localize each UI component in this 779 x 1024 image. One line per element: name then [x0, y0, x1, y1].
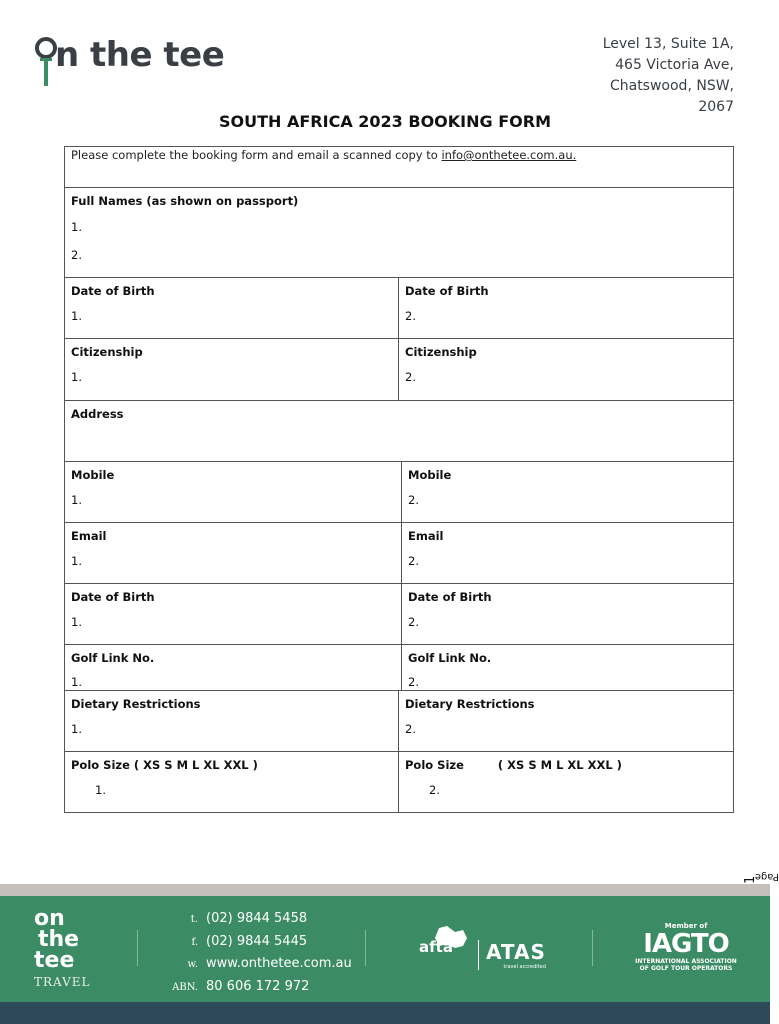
footer-divider	[365, 930, 366, 966]
mobile-label: Mobile	[71, 468, 115, 482]
email-link[interactable]: info@onthetee.com.au.	[441, 148, 577, 162]
page-label: Page	[754, 871, 779, 882]
contact-key: ABN.	[172, 981, 198, 993]
dob-label: Date of Birth	[71, 284, 155, 298]
footer-logo-sub: TRAVEL	[34, 975, 91, 989]
intro-row	[65, 147, 733, 187]
logo-text: n the tee	[55, 35, 225, 75]
address-row	[65, 400, 733, 461]
mobile-1-field[interactable]: 1.	[71, 493, 82, 507]
dob-1b-field[interactable]: 1.	[71, 615, 82, 629]
dob-2b-field[interactable]: 2.	[408, 615, 419, 629]
email-label: Email	[408, 529, 444, 543]
golf-tee-icon	[33, 30, 59, 90]
iagto-sub: INTERNATIONAL ASSOCIATION	[635, 958, 737, 965]
citizenship-label: Citizenship	[71, 345, 143, 359]
polo-size-row	[65, 751, 733, 812]
company-address	[603, 34, 734, 118]
polo-size-options: ( XS S M L XL XXL )	[497, 758, 622, 772]
iagto-sub: OF GOLF TOUR OPERATORS	[639, 965, 733, 972]
iagto-text: IAGTO	[643, 929, 729, 959]
footer-logo-line: the	[38, 927, 80, 952]
footer-divider	[592, 930, 593, 966]
dob-2-cell[interactable]	[399, 278, 733, 338]
afta-logo	[417, 924, 473, 970]
logo-divider	[478, 940, 479, 970]
dob-label: Date of Birth	[408, 590, 492, 604]
dob-label: Date of Birth	[405, 284, 489, 298]
golf-link-row	[65, 644, 733, 690]
dob-2-field[interactable]: 2.	[405, 309, 416, 323]
footer-contacts	[164, 908, 352, 998]
dietary-label: Dietary Restrictions	[405, 697, 535, 711]
contact-key: t.	[190, 914, 198, 925]
address-cell[interactable]	[65, 401, 733, 461]
polo-size-label: Polo Size ( XS S M L XL XXL )	[71, 758, 258, 772]
dietary-1-field[interactable]: 1.	[71, 722, 82, 736]
page-number	[741, 848, 779, 884]
intro-text	[65, 147, 733, 187]
golf-link-2-cell[interactable]	[402, 645, 733, 690]
dob-1-cell[interactable]	[65, 278, 399, 338]
dob-label: Date of Birth	[71, 590, 155, 604]
citizenship-2-cell[interactable]	[399, 339, 733, 400]
footer-divider-band	[0, 884, 770, 896]
intro-sentence: Please complete the booking form and email a scanned copy to	[71, 148, 442, 162]
golf-link-1-field[interactable]: 1.	[71, 675, 82, 689]
contact-phone[interactable]	[164, 908, 352, 931]
dob-2b-cell[interactable]	[402, 584, 733, 644]
name-2-field[interactable]: 2.	[71, 248, 82, 262]
email-1-cell[interactable]	[65, 523, 402, 583]
contact-value: 80 606 172 972	[206, 978, 310, 994]
iagto-member: Member of	[664, 922, 708, 930]
dietary-1-cell[interactable]	[65, 691, 399, 751]
golf-link-1-cell[interactable]	[65, 645, 402, 690]
polo-1-field[interactable]: 1.	[95, 783, 106, 797]
address-line: 2067	[698, 99, 734, 115]
email-1-field[interactable]: 1.	[71, 554, 82, 568]
email-2-field[interactable]: 2.	[408, 554, 419, 568]
citizenship-label: Citizenship	[405, 345, 477, 359]
address-line: 465 Victoria Ave,	[615, 57, 734, 73]
address-line: Level 13, Suite 1A,	[602, 36, 734, 52]
full-names-cell[interactable]	[65, 188, 733, 277]
footer-bottom-band	[0, 1002, 770, 1024]
iagto-logo	[634, 922, 738, 972]
mobile-1-cell[interactable]	[65, 462, 402, 522]
address-line: Chatswood, NSW,	[609, 78, 734, 94]
mobile-label: Mobile	[408, 468, 452, 482]
atas-sub: travel accredited	[503, 964, 546, 970]
afta-text: afta	[419, 938, 453, 956]
email-row	[65, 522, 733, 583]
contact-key: f.	[191, 936, 198, 948]
footer-logo-line: tee	[34, 948, 75, 973]
dob-1b-cell[interactable]	[65, 584, 402, 644]
citizenship-1-field[interactable]: 1.	[71, 370, 82, 384]
full-names-label: Full Names (as shown on passport)	[71, 194, 299, 208]
full-names-row	[65, 187, 733, 277]
polo-size-title: Polo Size	[405, 758, 464, 772]
polo-size-label	[405, 758, 727, 772]
atas-logo	[486, 940, 546, 970]
dietary-row	[65, 690, 733, 751]
dob-1-field[interactable]: 1.	[71, 309, 82, 323]
dob-row	[65, 277, 733, 338]
name-1-field[interactable]: 1.	[71, 220, 82, 234]
contact-value: www.onthetee.com.au	[206, 956, 352, 971]
email-2-cell[interactable]	[402, 523, 733, 583]
dietary-label: Dietary Restrictions	[71, 697, 201, 711]
footer-logo	[34, 908, 91, 989]
dietary-2-field[interactable]: 2.	[405, 722, 416, 736]
contact-key: w.	[187, 959, 198, 970]
polo-2-cell[interactable]	[399, 752, 733, 812]
mobile-row	[65, 461, 733, 522]
polo-1-cell[interactable]	[65, 752, 399, 812]
booking-form-table	[64, 146, 734, 813]
page-number-value: 1	[743, 875, 758, 884]
form-title: SOUTH AFRICA 2023 BOOKING FORM	[219, 112, 551, 131]
atas-text: ATAS	[486, 940, 546, 964]
address-label: Address	[71, 407, 124, 421]
company-logo	[33, 30, 224, 90]
citizenship-row	[65, 338, 733, 400]
footer	[0, 896, 770, 1002]
golf-link-label: Golf Link No.	[71, 651, 155, 665]
golf-link-label: Golf Link No.	[408, 651, 492, 665]
contact-website[interactable]	[164, 953, 352, 976]
contact-value: (02) 9844 5458	[206, 911, 308, 926]
footer-logo-line: on	[34, 906, 65, 931]
email-label: Email	[71, 529, 107, 543]
contact-fax[interactable]	[164, 931, 352, 954]
mobile-2-cell[interactable]	[402, 462, 733, 522]
citizenship-2-field[interactable]: 2.	[405, 370, 416, 384]
contact-abn	[164, 976, 352, 999]
golf-link-2-field[interactable]: 2.	[408, 675, 419, 689]
citizenship-1-cell[interactable]	[65, 339, 399, 400]
contact-value: (02) 9844 5445	[206, 933, 308, 949]
polo-2-field[interactable]: 2.	[429, 783, 440, 797]
dob-row-2	[65, 583, 733, 644]
mobile-2-field[interactable]: 2.	[408, 493, 419, 507]
footer-divider	[137, 930, 138, 966]
dietary-2-cell[interactable]	[399, 691, 733, 751]
